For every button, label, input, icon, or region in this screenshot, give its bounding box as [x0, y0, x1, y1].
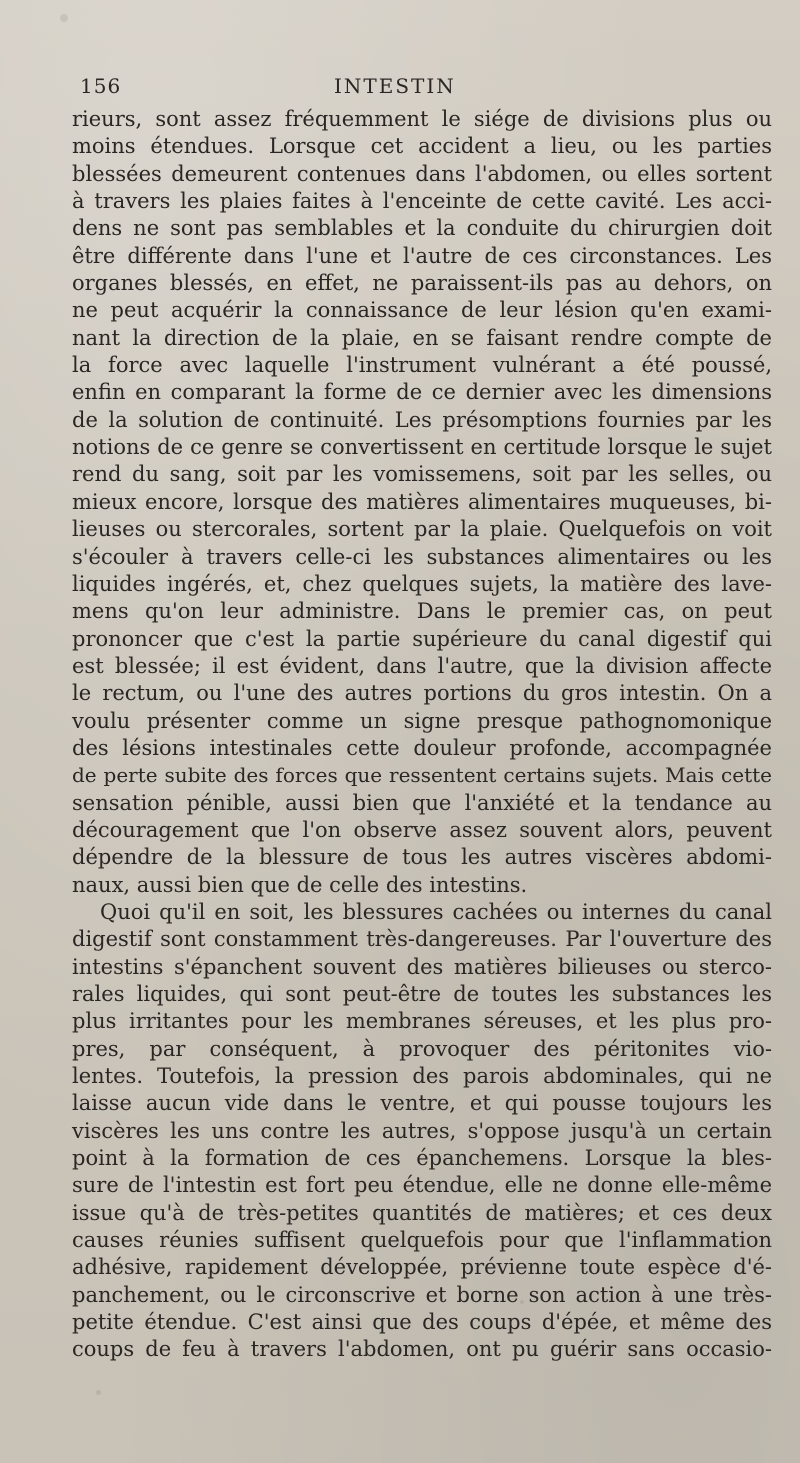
body-text [72, 106, 772, 1364]
text-line: digestif sont constamment très-dangereuses. Par l'ouverture des [72, 927, 772, 952]
running-title: INTESTIN [334, 74, 456, 98]
text-line: ne peut acquérir la connaissance de leur lésion qu'en exami- [72, 298, 772, 323]
text-line: panchement, ou le circonscrive et borne son action à une très- [72, 1282, 772, 1307]
text-line: la force avec laquelle l'instrument vulnérant a été poussé, [72, 353, 772, 378]
text-line: petite étendue. C'est ainsi que des coups d'épée, et même des [72, 1310, 772, 1335]
text-line: moins étendues. Lorsque cet accident a lieu, ou les parties [72, 134, 772, 159]
text-line: des lésions intestinales cette douleur profonde, accompagnée [72, 735, 772, 760]
text-line: dens ne sont pas semblables et la conduite du chirurgien doit [72, 216, 772, 241]
text-line: adhésive, rapidement développée, prévienne toute espèce d'é- [72, 1255, 772, 1280]
text-line: liquides ingérés, et, chez quelques sujets, la matière des lave- [72, 571, 772, 596]
text-line: point à la formation de ces épanchemens. Lorsque la bles- [72, 1146, 772, 1171]
text-line: causes réunies suffisent quelquefois pour que l'inflammation [72, 1228, 772, 1253]
text-line: mieux encore, lorsque des matières alimentaires muqueuses, bi- [72, 489, 772, 514]
text-line: organes blessés, en effet, ne paraissent-ils pas au dehors, on [72, 271, 772, 296]
text-line: issue qu'à de très-petites quantités de matières; et ces deux [72, 1200, 772, 1225]
text-line: naux, aussi bien que de celle des intestins. [72, 872, 528, 897]
text-line: s'écouler à travers celle-ci les substances alimentaires ou les [72, 544, 772, 569]
text-line: le rectum, ou l'une des autres portions du gros intestin. On a [72, 681, 772, 706]
text-line: rales liquides, qui sont peut-être de toutes les substances les [72, 982, 772, 1006]
page-number: 156 [80, 74, 122, 98]
text-line: lentes. Toutefois, la pression des parois abdominales, qui ne [72, 1064, 772, 1089]
text-line: pres, par conséquent, à provoquer des péritonites vio- [72, 1036, 772, 1061]
paper-spot [96, 1390, 101, 1395]
text-line: de la solution de continuité. Les présomptions fournies par les [72, 407, 772, 432]
text-line: nant la direction de la plaie, en se faisant rendre compte de [72, 325, 772, 350]
text-line: mens qu'on leur administre. Dans le premier cas, on peut [72, 599, 772, 624]
running-head [72, 74, 752, 104]
text-line: rend du sang, soit par les vomissemens, soit par les selles, ou [72, 462, 772, 487]
text-line: lieuses ou stercorales, sortent par la plaie. Quelquefois on voit [72, 517, 772, 542]
text-line: dépendre de la blessure de tous les autres viscères abdomi- [72, 845, 772, 870]
text-line: notions de ce genre se convertissent en certitude lorsque le sujet [72, 435, 772, 460]
text-line: laisse aucun vide dans le ventre, et qui pousse toujours les [72, 1091, 772, 1116]
text-line: enfin en comparant la forme de ce dernier avec les dimensions [72, 380, 772, 405]
text-line: blessées demeurent contenues dans l'abdomen, ou elles sortent [72, 161, 772, 186]
text-line: de perte subite des forces que ressentent certains sujets. Mais cette [72, 763, 772, 788]
text-line: sensation pénible, aussi bien que l'anxiété et la tendance au [72, 790, 772, 815]
text-line: voulu présenter comme un signe presque pathognomonique [72, 708, 772, 733]
text-line: à travers les plaies faites à l'enceinte de cette cavité. Les acci- [72, 189, 772, 214]
text-line: plus irritantes pour les membranes séreuses, et les plus pro- [72, 1009, 772, 1034]
text-line: est blessée; il est évident, dans l'autre, que la division affecte [72, 653, 772, 678]
text-line: prononcer que c'est la partie supérieure du canal digestif qui [72, 626, 772, 651]
text-line: intestins s'épanchent souvent des matières bilieuses ou sterco- [72, 954, 772, 979]
paper-spot [60, 14, 68, 22]
text-line: coups de feu à travers l'abdomen, ont pu guérir sans occasio- [72, 1337, 772, 1362]
text-line: sure de l'intestin est fort peu étendue, elle ne donne elle-même [72, 1173, 772, 1198]
text-line: rieurs, sont assez fréquemment le siége de divisions plus ou [72, 107, 772, 131]
text-line: viscères les uns contre les autres, s'oppose jusqu'à un certain [72, 1118, 772, 1143]
text-line: être différente dans l'une et l'autre de ces circonstances. Les [72, 243, 772, 268]
text-line: découragement que l'on observe assez souvent alors, peuvent [72, 817, 772, 842]
text-line: Quoi qu'il en soit, les blessures cachées ou internes du canal [100, 899, 772, 924]
